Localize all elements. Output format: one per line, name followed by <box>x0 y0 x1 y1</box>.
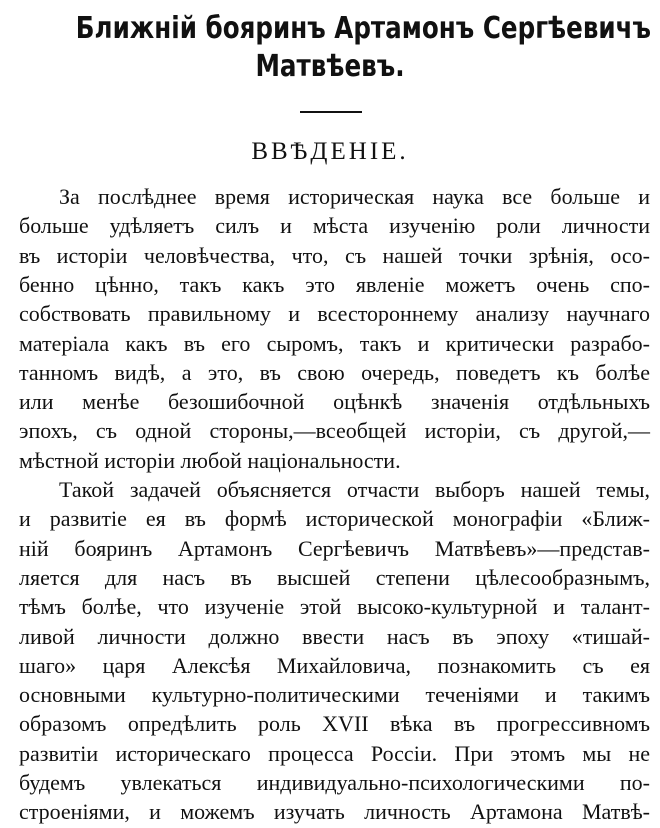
section-heading: ВВѢДЕНIЕ. <box>251 138 409 165</box>
text-line-3: въ исторiи человѣчества, что, съ нашей точки зрѣнiя, осо- <box>19 243 650 268</box>
text-line-11: Такой задачей объясняется отчасти выборъ нашей темы, <box>59 477 650 502</box>
text-line-16: ливой личности должно ввести насъ въ эпоху «тишай- <box>19 624 650 649</box>
text-line-20: развитiи историческаго процесса Россiи. При этомъ мы не <box>19 741 650 766</box>
title-divider <box>300 111 362 113</box>
text-line-19: образомъ опредѣлить роль XVII вѣка въ прогрессивномъ <box>19 711 650 736</box>
text-line-10: мѣстной исторiи любой нацiональности. <box>19 448 401 473</box>
text-line-1: За послѣднее время историческая наука все больше и <box>59 184 650 209</box>
text-line-7: танномъ видѣ, а это, въ свою очередь, поведетъ къ болѣе <box>19 360 650 385</box>
text-line-4: бенно цѣнно, такъ какъ это явленiе можетъ очень спо- <box>19 272 650 297</box>
text-line-17: шаго» царя Алексѣя Михайловича, познакомить съ ея <box>19 653 650 678</box>
title-line-2: Матвѣевъ. <box>255 49 405 84</box>
text-line-6: матерiала какъ въ его сыромъ, такъ и критически разрабо- <box>19 331 650 356</box>
text-line-18: основными культурно-политическими теченiями и такимъ <box>19 682 650 707</box>
text-line-14: ляется для насъ въ высшей степени цѣлесообразнымъ, <box>19 565 650 590</box>
text-line-22: строенiями, и можемъ изучать личность Артамона Матвѣ- <box>19 799 650 824</box>
text-line-21: будемъ увлекаться индивидуально-психологическими по- <box>19 770 650 795</box>
title-line-1: Ближнiй бояринъ Артамонъ Сергѣевичъ <box>75 11 652 46</box>
text-line-5: собствовать правильному и всестороннему анализу научнаго <box>19 301 650 326</box>
text-line-15: тѣмъ болѣе, что изученiе этой высоко-культурной и талант- <box>19 594 650 619</box>
text-line-12: и развитiе ея въ формѣ исторической монографiи «Ближ- <box>19 506 650 531</box>
text-line-9: эпохъ, съ одной стороны,—всеобщей исторiи, съ другой,— <box>19 418 650 443</box>
text-line-8: или менѣе безошибочной оцѣнкѣ значенiя отдѣльныхъ <box>19 389 650 414</box>
text-line-2: больше удѣляетъ силъ и мѣста изученiю роли личности <box>19 213 650 238</box>
text-line-13: нiй бояринъ Артамонъ Сергѣевичъ Матвѣевъ»—представ- <box>19 536 650 561</box>
